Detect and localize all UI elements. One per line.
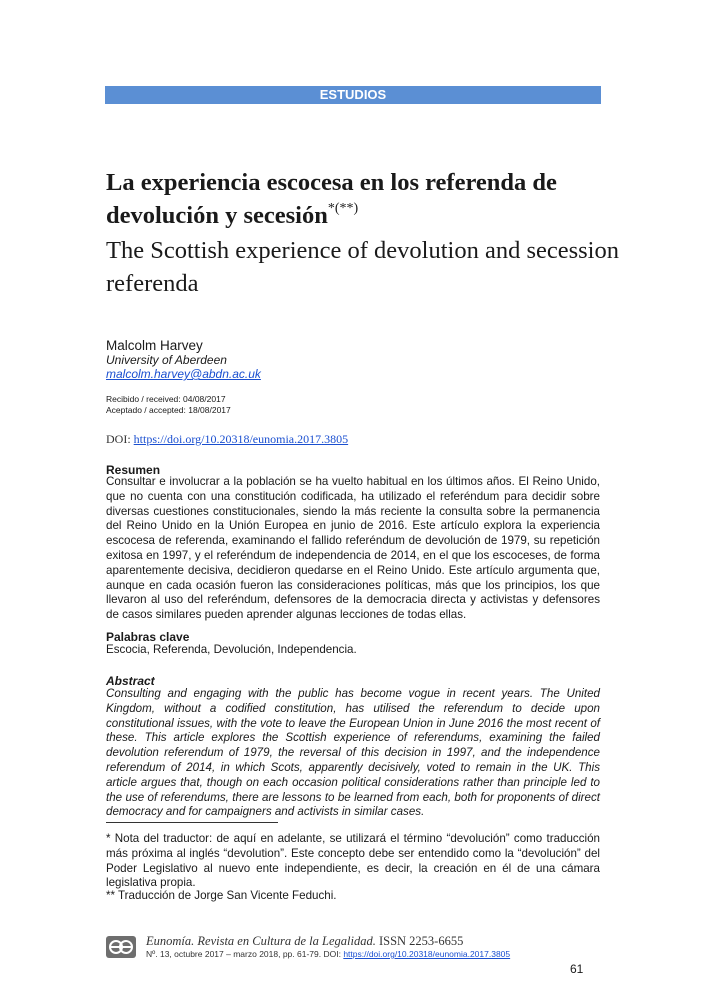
keywords-text: Escocia, Referenda, Devolución, Independencia. (106, 643, 357, 656)
author-affiliation: University of Aberdeen (106, 353, 227, 367)
doi-link[interactable]: https://doi.org/10.20318/eunomia.2017.3805 (133, 432, 349, 446)
journal-issue: Nº. 13, octubre 2017 – marzo 2018, pp. 61-79. DOI: (146, 949, 344, 959)
accepted-date: Aceptado / accepted: 18/08/2017 (106, 405, 231, 415)
title-footnote-marker[interactable]: *(**) (327, 201, 359, 216)
section-label: ESTUDIOS (319, 87, 387, 102)
author-email-link[interactable]: malcolm.harvey@abdn.ac.uk (106, 367, 261, 381)
title-english: The Scottish experience of devolution and secession referenda (106, 237, 619, 297)
journal-issue-line (146, 949, 510, 959)
resumen-text: Consultar e involucrar a la población se ha vuelto habitual en los últimos años. El Reino Unido, que no cuenta con una constitución codificada, ha utilizado el referéndum para decidir sobre diversas cuestiones constitucionales, siendo la más reciente la consulta sobre la permanencia del Reino Unido en la Unión Europea en junio de 2016. Este artículo explora la experiencia escocesa de referenda, examinando el fallido referéndum de devolución de 1979, su repetición exitosa en 1997, y el referéndum de independencia de 2014, en el que los escoceses, de forma aparentemente decisiva, decidieron quedarse en el Reino Unido. Este artículo argumenta que, aunque en cada ocasión fueron las consideraciones políticas, más que los principios, los que llevaron al uso del referéndum, defensores de la democracia directa y activistas y defensores de casos similares pueden aprender algunas lecciones de todas ellas. (106, 475, 600, 622)
resumen-heading: Resumen (106, 463, 161, 477)
section-label-bar (105, 86, 601, 104)
journal-logo-icon (106, 936, 136, 958)
abstract-text: Consulting and engaging with the public has become vogue in recent years. The United Kingdom, without a codified constitution, has utilised the referendum to decide upon constitutional issues, with the vote to leave the European Union in June 2016 the most recent of these. This article explores the Scottish experience of referendums, examining the failed devolution referendum of 1979, the reversal of this decision in 1997, and the independence referendum of 2014, in which Scots, apparently decisively, voted to remain in the UK. This article argues that, though on each occasion political considerations rather than principle led to the use of referendums, there are lessons to be learned from each, both for proponents of direct democracy and for campaigners and activists in similar cases. (106, 687, 600, 819)
received-date: Recibido / received: 04/08/2017 (106, 394, 226, 404)
author-name: Malcolm Harvey (106, 338, 203, 353)
journal-name: Eunomía. Revista en Cultura de la Legalidad. (146, 934, 376, 948)
submission-dates (106, 394, 231, 416)
abstract-heading: Abstract (106, 674, 155, 688)
title-spanish (106, 166, 626, 232)
keywords-heading: Palabras clave (106, 630, 190, 644)
doi-line (106, 432, 348, 447)
title-spanish-text: La experiencia escocesa en los referenda de devolución y secesión (106, 169, 557, 229)
footnote-2: ** Traducción de Jorge San Vicente Feduchi. (106, 889, 337, 902)
footnote-1: * Nota del traductor: de aquí en adelante, se utilizará el término “devolución” como traducción más próxima al inglés “devolution”. Este concepto debe ser entendido como la “devolución” del Poder Legislativo al nuevo ente independiente, es decir, la creación en él de una cámara legislativa propia. (106, 832, 600, 890)
footnote-divider (106, 822, 278, 823)
journal-doi-link[interactable]: https://doi.org/10.20318/eunomia.2017.3805 (343, 949, 511, 959)
journal-title (146, 934, 463, 949)
page-number: 61 (570, 962, 584, 976)
journal-issn: ISSN 2253-6655 (375, 934, 464, 948)
doi-label: DOI: (106, 432, 134, 446)
